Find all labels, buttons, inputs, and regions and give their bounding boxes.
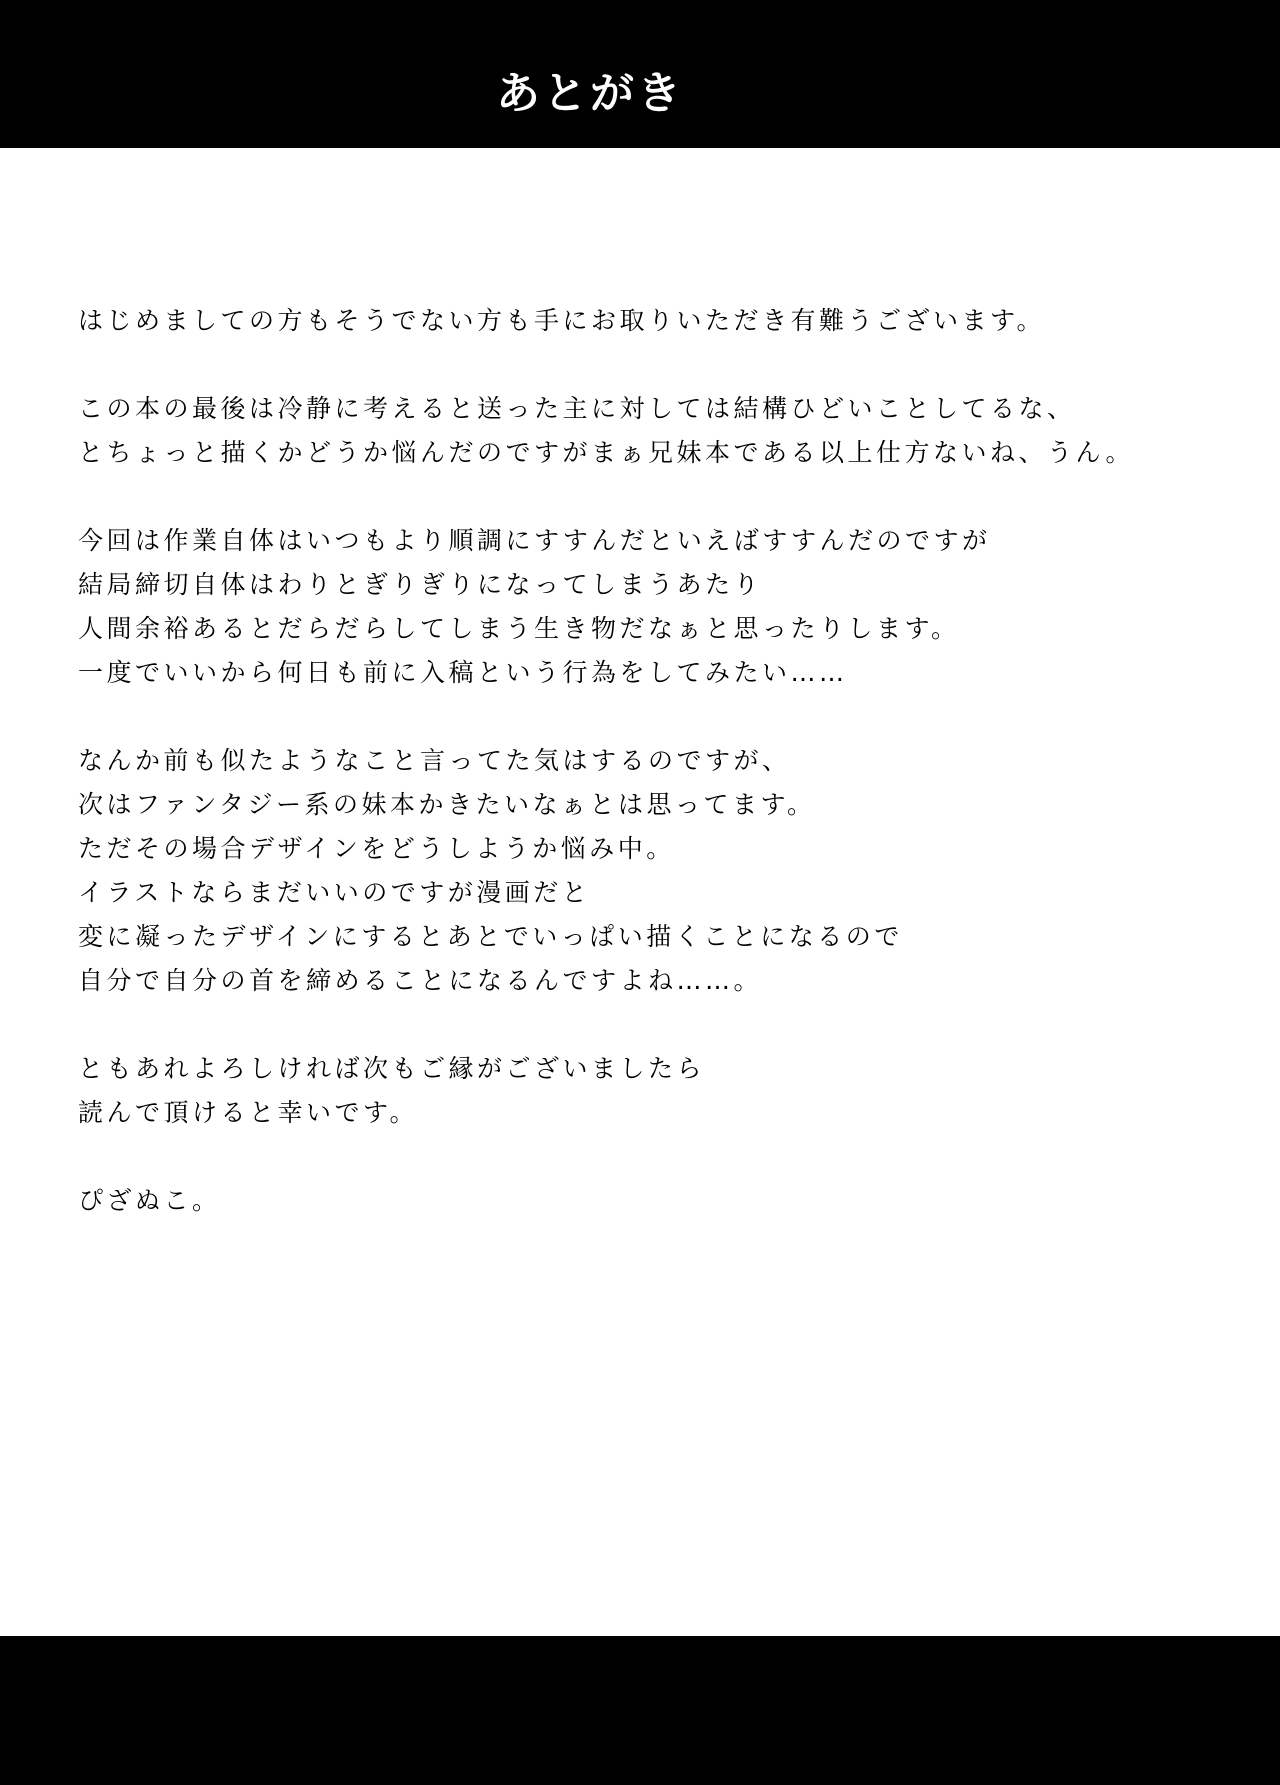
text-line: なんか前も似たようなこと言ってた気はするのですが、 [78,746,791,775]
text-line: 変に凝ったデザインにするとあとでいっぱい描くことになるので [78,922,903,951]
author-signature: ぴざぬこ。 [78,1186,221,1215]
footer-bar [0,1636,1280,1785]
paragraph-gap [78,343,1218,387]
paragraph-gap [78,1003,1218,1047]
text-line: 読んで頂けると幸いです。 [78,1098,419,1127]
paragraph-gap [78,695,1218,739]
text-line: はじめましての方もそうでない方も手にお取りいただき有難うございます。 [78,306,1046,335]
text-line: 自分で自分の首を締めることになるんですよね……。 [78,966,763,995]
text-line: 今回は作業自体はいつもより順調にすすんだといえばすすんだのですが [78,526,991,555]
text-line: 次はファンタジー系の妹本かきたいなぁとは思ってます。 [78,790,816,819]
paragraph-gap [78,1135,1218,1179]
text-line: とちょっと描くかどうか悩んだのですがまぁ兄妹本である以上仕方ないね、うん。 [78,438,1135,467]
text-line: この本の最後は冷静に考えると送った主に対しては結構ひどいことしてるな、 [78,394,1076,423]
text-line: 一度でいいから何日も前に入稿という行為をしてみたい…… [78,658,848,687]
page-title: あとがき [496,68,684,119]
afterword-body [78,299,1218,1223]
paragraph-gap [78,475,1218,519]
text-line: 結局締切自体はわりとぎりぎりになってしまうあたり [78,570,763,599]
text-line: ただその場合デザインをどうしようか悩み中。 [78,834,675,863]
text-line: ともあれよろしければ次もご縁がございましたら [78,1054,706,1083]
text-line: 人間余裕あるとだらだらしてしまう生き物だなぁと思ったりします。 [78,614,960,643]
text-line: イラストならまだいいのですが漫画だと [78,878,591,907]
header-bar [0,0,1280,148]
